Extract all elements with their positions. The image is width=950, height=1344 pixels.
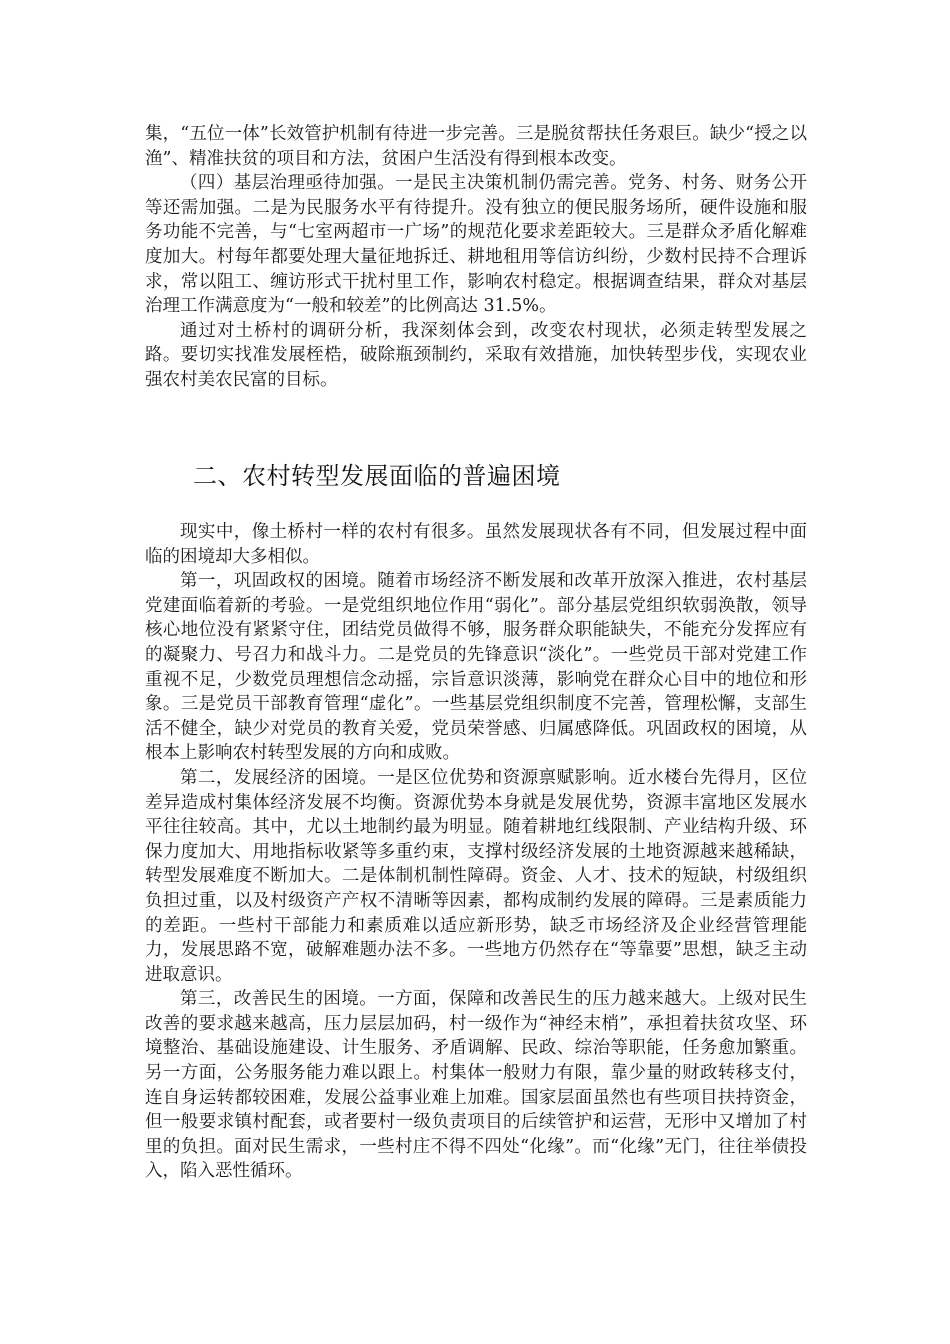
section-2-heading: 二、农村转型发展面临的普遍困境 (193, 462, 561, 490)
paragraph-continuation: 集，“五位一体”长效管护机制有待进一步完善。三是脱贫帮扶任务艰巨。缺少“授之以渔”、精准扶贫的项目和方法，贫困户生活没有得到根本改变。 (145, 124, 807, 169)
paragraph-grassroots-governance (145, 171, 807, 319)
paragraph-body: 一是区位优势和资源禀赋影响。近水楼台先得月，区位差异造成村集体经济发展不均衡。资源优势本身就是发展优势，资源丰富地区发展水平往往较高。其中，尤以土地制约最为明显。随着耕地红线限制、产业结构升级、环保力度加大、用地指标收紧等多重约束，支撑村级经济发展的土地资源越来越稀缺，转型发展难度不断加大。二是体制机制性障碍。资金、人才、技术的短缺，村级组织负担过重，以及村级资产产权不清晰等因素，都构成制约发展的障碍。三是素质能力的差距。一些村干部能力和素质难以适应新形势，缺乏市场经济及企业经营管理能力，发展思路不宽，破解难题办法不多。一些地方仍然存在“等靠要”思想，缺乏主动进取意识。 (145, 767, 808, 985)
paragraph-lead: （四）基层治理亟待加强。 (180, 173, 396, 194)
paragraph-body: 一是民主决策机制仍需完善。党务、村务、财务公开等还需加强。二是为民服务水平有待提升。没有独立的便民服务场所，硬件设施和服务功能不完善，与“七室两超市一广场”的规范化要求差距较大。三是群众矛盾化解难度加大。村每年都要处理大量征地拆迁、耕地租用等信访纠纷，少数村民持不合理诉求，常以阻工、缠访形式干扰村里工作，影响农村稳定。根据调查结果，群众对基层治理工作满意度为“一般和较差”的比例高达 31.5%。 (145, 173, 808, 317)
paragraph-political-power (145, 569, 807, 766)
paragraph-conclusion: 通过对土桥村的调研分析，我深刻体会到，改变农村现状，必须走转型发展之路。要切实找准发展桎梏，破除瓶颈制约，采取有效措施，加快转型步伐，实现农业强农村美农民富的目标。 (145, 320, 807, 390)
paragraph-body: 随着市场经济不断发展和改革开放深入推进，农村基层党建面临着新的考验。一是党组织地位作用“弱化”。部分基层党组织软弱涣散，领导核心地位没有紧紧守住，团结党员做得不够，服务群众职能缺失，不能充分发挥应有的凝聚力、号召力和战斗力。二是党员的先锋意识“淡化”。一些党员干部对党建工作重视不足，少数党员理想信念动摇，宗旨意识淡薄，影响党在群众心目中的地位和形象。三是党员干部教育管理“虚化”。一些基层党组织制度不完善，管理松懈，支部生活不健全，缺少对党员的教育关爱，党员荣誉感、归属感降低。巩固政权的困境，从根本上影响农村转型发展的方向和成败。 (145, 571, 808, 764)
paragraph-lead: 第一，巩固政权的困境。 (180, 571, 378, 592)
paragraph-lead: 第二，发展经济的困境。 (180, 767, 378, 788)
paragraph-lead: 第三，改善民生的困境。 (180, 989, 378, 1010)
paragraph-intro: 现实中，像土桥村一样的农村有很多。虽然发展现状各有不同，但发展过程中面临的困境却大多相似。 (145, 522, 807, 567)
paragraph-body: 一方面，保障和改善民生的压力越来越大。上级对民生改善的要求越来越高，压力层层加码，村一级作为“神经末梢”，承担着扶贫攻坚、环境整治、基础设施建设、计生服务、矛盾调解、民政、综治等职能，任务愈加繁重。另一方面，公务服务能力难以跟上。村集体一般财力有限，靠少量的财政转移支付，连自身运转都较困难，发展公益事业难上加难。国家层面虽然也有些项目扶持资金，但一般要求镇村配套，或者要村一级负责项目的后续管护和运营，无形中又增加了村里的负担。面对民生需求，一些村庄不得不四处“化缘”。而“化缘”无门，往往举债投入，陷入恶性循环。 (145, 989, 808, 1182)
paragraph-economic-development (145, 766, 807, 987)
paragraph-livelihood (145, 987, 807, 1184)
section-2-text (145, 520, 807, 1184)
section-1-text (145, 122, 807, 393)
